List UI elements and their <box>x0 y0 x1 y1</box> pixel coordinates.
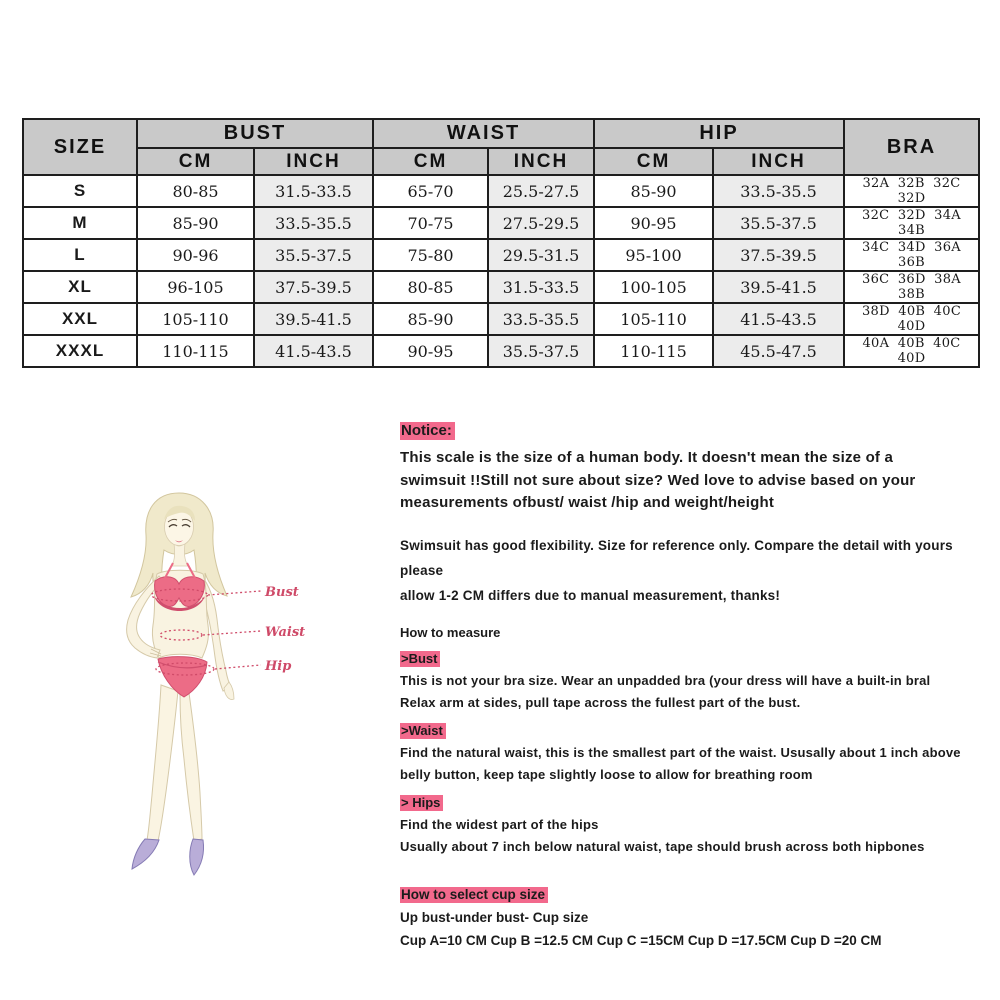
bra-cell: 34C 34D 36A 36B <box>844 239 979 271</box>
waist-cm-cell: 85-90 <box>373 303 488 335</box>
size-row-xxxl <box>23 335 979 367</box>
waist-instruction-line: Find the natural waist, this is the smallest part of the waist. Ususally about 1 inch above <box>400 744 961 760</box>
hips-heading: > Hips <box>400 795 443 811</box>
bust-heading-row <box>400 648 988 670</box>
bust-inch-cell: 33.5-35.5 <box>254 207 373 239</box>
bust-cm-cell: 105-110 <box>137 303 254 335</box>
bust-inch-cell: 41.5-43.5 <box>254 335 373 367</box>
notice-line: This scale is the size of a human body. It doesn't mean the size of a <box>400 449 894 466</box>
waist-cm-cell: 75-80 <box>373 239 488 271</box>
bra-cell: 38D 40B 40C 40D <box>844 303 979 335</box>
bust-inch-cell: 35.5-37.5 <box>254 239 373 271</box>
size-cell: XXL <box>23 303 137 335</box>
size-cell: XL <box>23 271 137 303</box>
left-shoe <box>132 839 159 869</box>
bust-cm-cell: 96-105 <box>137 271 254 303</box>
hip-cm-cell: 110-115 <box>594 335 713 367</box>
waist-inch-cell: 33.5-35.5 <box>488 303 594 335</box>
waist-inch-cell: 29.5-31.5 <box>488 239 594 271</box>
size-cell: S <box>23 175 137 207</box>
hip-inch-cell: 45.5-47.5 <box>713 335 844 367</box>
header-bust-inch: INCH <box>254 148 373 175</box>
flexibility-line: Swimsuit has good flexibility. Size for reference only. Compare the detail with yours please <box>400 537 953 578</box>
waist-inch-cell: 27.5-29.5 <box>488 207 594 239</box>
hip-cm-cell: 100-105 <box>594 271 713 303</box>
bra-cell: 32C 32D 34A 34B <box>844 207 979 239</box>
bust-cm-cell: 110-115 <box>137 335 254 367</box>
bust-inch-cell: 31.5-33.5 <box>254 175 373 207</box>
bust-leader-line <box>208 591 261 595</box>
hips-heading-row <box>400 792 988 814</box>
size-row-xxl <box>23 303 979 335</box>
bust-label: Bust <box>265 585 299 600</box>
size-cell: L <box>23 239 137 271</box>
waist-inch-cell: 25.5-27.5 <box>488 175 594 207</box>
waist-label: Waist <box>265 625 306 640</box>
waist-inch-cell: 31.5-33.5 <box>488 271 594 303</box>
cup-size-line: Up bust-under bust- Cup size <box>400 909 589 925</box>
hip-cm-cell: 95-100 <box>594 239 713 271</box>
bra-cell: 40A 40B 40C 40D <box>844 335 979 367</box>
header-waist: WAIST <box>373 119 594 148</box>
header-hip: HIP <box>594 119 844 148</box>
size-row-xl <box>23 271 979 303</box>
bust-cm-cell: 80-85 <box>137 175 254 207</box>
size-cell: M <box>23 207 137 239</box>
hip-inch-cell: 41.5-43.5 <box>713 303 844 335</box>
bust-instruction-line: Relax arm at sides, pull tape across the fullest part of the bust. <box>400 695 801 710</box>
size-row-l <box>23 239 979 271</box>
header-waist-inch: INCH <box>488 148 594 175</box>
bust-inch-cell: 37.5-39.5 <box>254 271 373 303</box>
figure-left-leg <box>147 685 178 841</box>
size-row-s <box>23 175 979 207</box>
waist-inch-cell: 35.5-37.5 <box>488 335 594 367</box>
header-bust: BUST <box>137 119 373 148</box>
notice-line: swimsuit !!Still not sure about size? Wed love to advise based on your <box>400 471 916 489</box>
hips-instruction-line: Usually about 7 inch below natural waist, tape should brush across both hipbones <box>400 839 925 854</box>
notes-section <box>400 421 988 952</box>
waist-cm-cell: 90-95 <box>373 335 488 367</box>
waist-heading-row <box>400 720 988 742</box>
hip-cm-cell: 90-95 <box>594 207 713 239</box>
hip-cm-cell: 85-90 <box>594 175 713 207</box>
cup-size-heading-row <box>400 884 988 906</box>
cup-size-line: Cup A=10 CM Cup B =12.5 CM Cup C =15CM Cup D =17.5CM Cup D =20 CM <box>400 932 882 948</box>
flexibility-note <box>400 533 988 608</box>
header-row-units <box>23 148 979 175</box>
header-hip-inch: INCH <box>713 148 844 175</box>
header-size: SIZE <box>23 119 137 175</box>
how-to-measure-heading: How to measure <box>400 624 501 640</box>
bust-instruction-line: This is not your bra size. Wear an unpadded bra (your dress will have a built-in bral <box>400 672 931 688</box>
hip-inch-cell: 33.5-35.5 <box>713 175 844 207</box>
flexibility-line: allow 1-2 CM differs due to manual measurement, thanks! <box>400 587 781 603</box>
notice-heading-row <box>400 421 988 441</box>
header-waist-cm: CM <box>373 148 488 175</box>
waist-cm-cell: 70-75 <box>373 207 488 239</box>
hip-label: Hip <box>265 659 292 674</box>
waist-heading: >Waist <box>400 723 446 739</box>
bra-cell: 36C 36D 38A 38B <box>844 271 979 303</box>
hip-inch-cell: 35.5-37.5 <box>713 207 844 239</box>
figure-right-leg <box>180 693 202 841</box>
hip-inch-cell: 39.5-41.5 <box>713 271 844 303</box>
bust-cm-cell: 90-96 <box>137 239 254 271</box>
bust-inch-cell: 39.5-41.5 <box>254 303 373 335</box>
waist-cm-cell: 65-70 <box>373 175 488 207</box>
header-bust-cm: CM <box>137 148 254 175</box>
measurement-figure <box>95 485 355 915</box>
notice-heading: Notice: <box>400 422 455 440</box>
size-chart-table <box>22 118 980 368</box>
size-row-m <box>23 207 979 239</box>
bust-heading: >Bust <box>400 651 440 667</box>
hips-instruction-line: Find the widest part of the hips <box>400 816 599 832</box>
size-cell: XXXL <box>23 335 137 367</box>
hip-inch-cell: 37.5-39.5 <box>713 239 844 271</box>
woman-sketch-illustration <box>95 485 355 915</box>
header-row-groups <box>23 119 979 148</box>
notice-line: measurements ofbust/ waist /hip and weight/height <box>400 494 775 511</box>
right-shoe <box>190 839 204 875</box>
bra-cell: 32A 32B 32C 32D <box>844 175 979 207</box>
cup-size-heading: How to select cup size <box>400 887 548 903</box>
bust-cm-cell: 85-90 <box>137 207 254 239</box>
waist-instruction-line: belly button, keep tape slightly loose to allow for breathing room <box>400 767 813 782</box>
header-hip-cm: CM <box>594 148 713 175</box>
hip-cm-cell: 105-110 <box>594 303 713 335</box>
header-bra: BRA <box>844 119 979 175</box>
waist-cm-cell: 80-85 <box>373 271 488 303</box>
